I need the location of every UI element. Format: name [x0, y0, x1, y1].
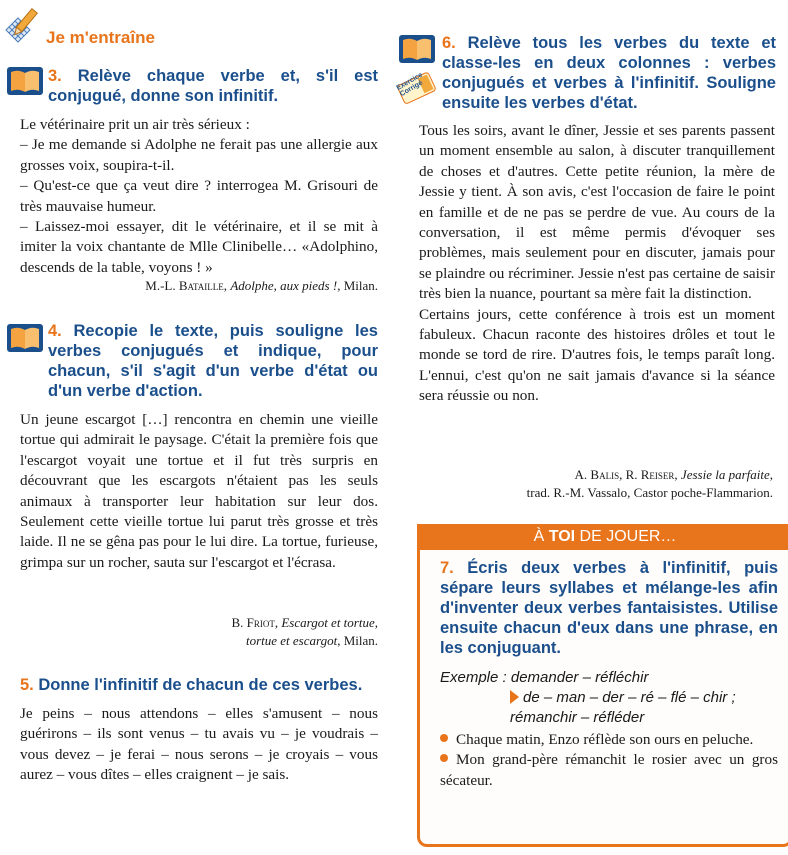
credit-title: Escargot et tortue, [281, 615, 378, 630]
exercise-number: 6. [442, 34, 456, 52]
example-sentence: Mon grand-père rémanchit le rosier avec un gros sécateur. [440, 751, 778, 789]
exercise-7-instruction [440, 558, 778, 658]
exercise-4-text: Un jeune escargot […] rencontra en chemin une vieille tortue qui admirait le paysage. C'était la première fois que l'escargot voyait une tortue et il fut très surpris en découvrant que les escargots n'étaient pas les seuls animaux à transporter leur habitation sur leur dos. Seulement cette vieille tortue lui parut très grosse et très laide. Il ne se gêna pas pour le lui dire. La tortue, furieuse, grimpa sur un rocher, sauta sur l'escargot et l'écrasa. [20, 411, 378, 571]
credit-title: Jessie la parfaite [680, 467, 770, 482]
instruction-text: Écris deux verbes à l'infinitif, puis sépare leurs syllabes et mélange-les afin d'inventer deux verbes fantaisistes. Utilise ensuite chacun d'eux dans une phrase, en les conjuguant. [440, 559, 778, 657]
instruction-text: Relève tous les verbes du texte et classe-les en deux colonnes : verbes conjugués et verbes à l'infinitif. Souligne ensuite les verbes d'état. [442, 34, 777, 112]
exercise-3-instruction [48, 66, 378, 106]
example-block [440, 668, 780, 728]
text-line: – Je me demande si Adolphe ne ferait pas une allergie aux grosses voix, soupira-t-il. [20, 136, 378, 174]
section-title: Je m'entraîne [46, 28, 155, 47]
credit-publisher: , Milan. [337, 278, 378, 293]
exercise-6-instruction [442, 33, 776, 113]
banner-text: DE JOUER… [575, 528, 677, 545]
paragraph: Certains jours, cette conférence à trois est un moment fabuleux. Chacun raconte des histoires drôles et tout le monde se tord de rire. D'autres fois, le temps paraît long. L'ennui, c'est qu'on ne sait jamais d'avance si la séance sera réussie ou non. [419, 305, 775, 405]
credit-translator: trad. R.-M. Vassalo, Castor poche-Flammarion. [526, 485, 773, 500]
bullet-icon [440, 734, 448, 742]
credit-author: B. Friot, [231, 615, 279, 630]
book-icon [6, 323, 44, 353]
text-line: – Laissez-moi essayer, dit le vétérinaire, et il se mit à imiter la voix chantante de Mlle Clinibelle… «Adolphino, descends de la table, voyons ! » [20, 218, 378, 276]
example-sentence: Chaque matin, Enzo réflède son ours en peluche. [456, 731, 754, 748]
exercise-5-instruction [20, 675, 380, 695]
paragraph: Tous les soirs, avant le dîner, Jessie et ses parents passent un moment ensemble au salon, à discuter tranquillement de choses et d'autres. Cette petite réunion, la mère de Jessie y tient. À son avis, c'est l'occasion de faire le point en famille et de ne pas se perdre de vue. Au cours de la conversation, il est même permis d'évoquer ses problèmes, mais seulement pour en discuter, jamais pour se plaindre ou récriminer. Jessie n'est pas certaine de saisir très bien la nuance, pourtant sa mère fait la distinction. [419, 122, 775, 303]
arrow-icon [510, 690, 519, 704]
play-banner [417, 524, 788, 550]
corrected-exercise-badge-icon [394, 68, 440, 110]
bullet-icon [440, 754, 448, 762]
text-line: Le vétérinaire prit un air très sérieux : [20, 116, 250, 133]
exercise-number: 4. [48, 322, 62, 340]
credit-publisher: , Milan. [337, 633, 378, 648]
book-icon [398, 34, 436, 64]
instruction-text: Relève chaque verbe et, s'il est conjugué, donne son infinitif. [48, 67, 378, 105]
credit-title: tortue et escargot [245, 633, 338, 648]
instruction-text: Donne l'infinitif de chacun de ces verbes. [38, 676, 363, 694]
credit-author: A. Balis, R. Reiser, [574, 467, 678, 482]
example-line: rémanchir – réfléder [510, 709, 645, 726]
book-icon [6, 66, 44, 96]
credit-author: M.-L. Bataille, [145, 278, 228, 293]
text-line: – Qu'est-ce que ça veut dire ? interrogea M. Grisouri de très mauvaise humeur. [20, 177, 378, 215]
exercise-number: 7. [440, 559, 454, 577]
exercise-3-text [20, 115, 378, 278]
exercise-number: 5. [20, 676, 34, 694]
pencil-grid-icon [4, 8, 38, 48]
credit-title: Adolphe, aux pieds ! [230, 278, 338, 293]
banner-bold: TOI [548, 528, 576, 545]
exercise-6-credit: A. Balis, R. Reiser, Jessie la parfaite, trad. R.-M. Vassalo, Castor poche-Flammarion. [419, 466, 773, 502]
exercise-3-credit [20, 277, 378, 295]
badge-text: Exercice Corrigé [395, 71, 425, 99]
exercise-6-text [419, 121, 775, 407]
exercise-4-credit [20, 614, 378, 650]
exercise-5-text: Je peins – nous attendons – elles s'amusent – nous guérirons – ils sont venus – tu avais vu – je voudrais – vous devez – je ferai – nous serons – je croyais – vous aurez – vous dîtes – elles craignent – je sais. [20, 705, 378, 784]
example-line: Exemple : demander – réfléchir [440, 669, 649, 686]
exercise-number: 3. [48, 67, 62, 85]
example-sentences [440, 730, 778, 791]
banner-text: À [533, 528, 549, 545]
exercise-4-instruction [48, 321, 378, 401]
example-line: de – man – der – ré – flé – chir ; [523, 689, 736, 706]
instruction-text: Recopie le texte, puis souligne les verbes conjugués et indique, pour chacun, s'il s'agit d'un verbe d'état ou d'un verbe d'action. [48, 322, 378, 400]
